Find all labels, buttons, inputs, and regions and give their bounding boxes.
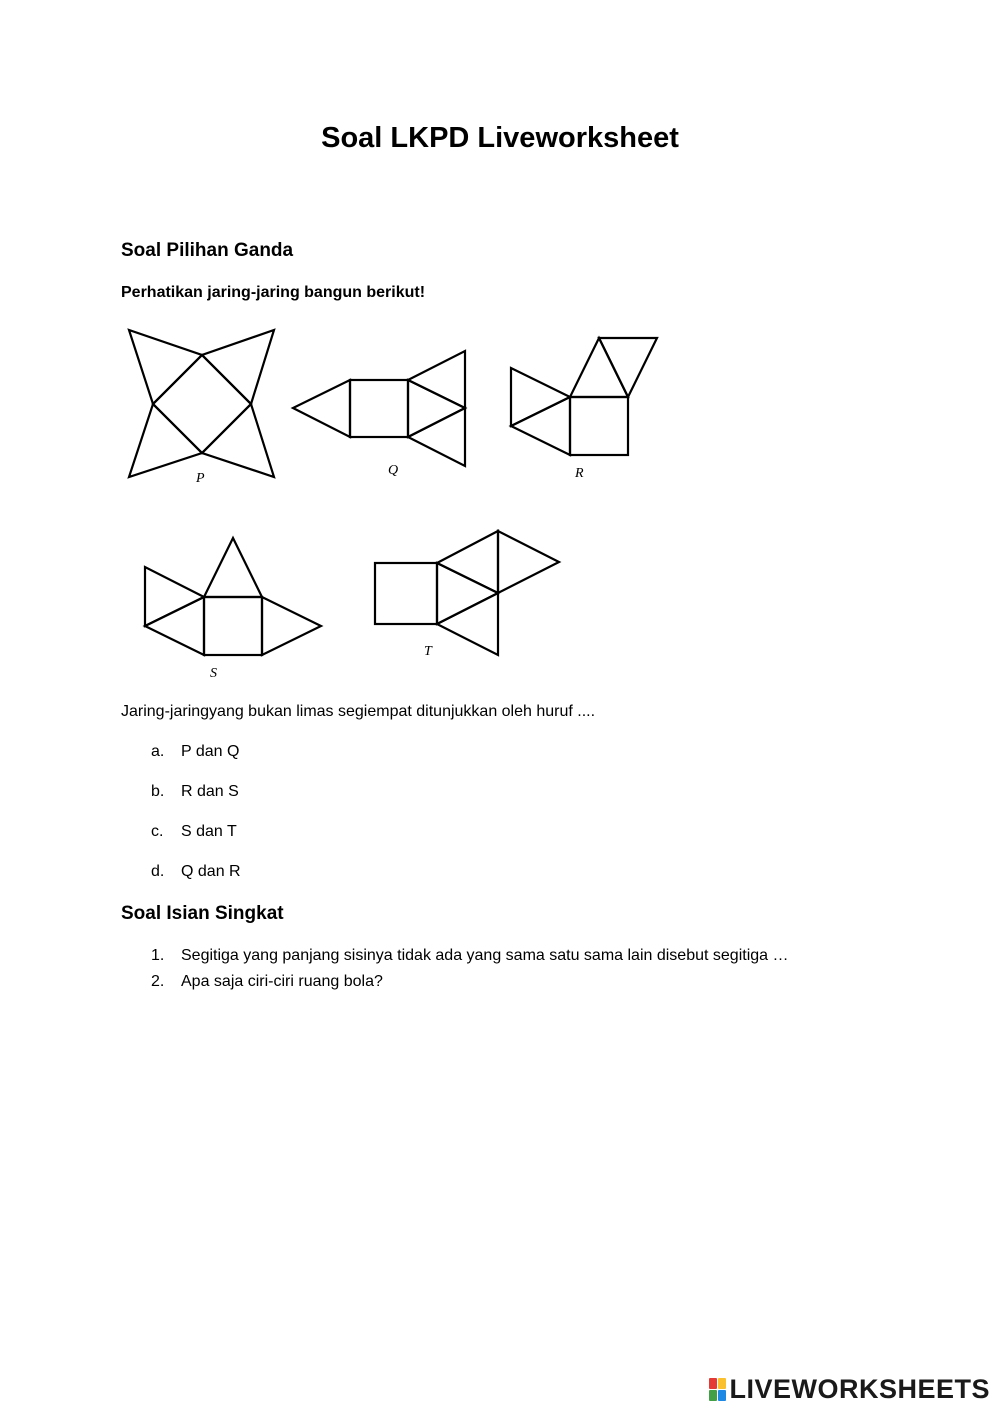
option-c-text: S dan T	[181, 823, 237, 840]
section-heading-multiple-choice: Soal Pilihan Ganda	[121, 240, 294, 261]
net-label-r: R	[575, 466, 584, 481]
net-p-square	[153, 355, 251, 453]
net-q-square	[350, 380, 408, 437]
option-a	[151, 743, 239, 761]
question-text: Jaring-jaringyang bukan limas segiempat ditunjukkan oleh huruf ....	[121, 703, 596, 720]
net-t-triangle-mid	[437, 563, 498, 624]
net-t-triangle-right	[498, 531, 559, 593]
net-r-triangle-top	[570, 338, 628, 397]
pyramid-nets-figure	[0, 0, 1000, 700]
net-r	[511, 338, 657, 481]
net-p-triangle-1	[202, 330, 274, 404]
liveworksheets-logo-icon	[709, 1378, 726, 1401]
net-label-q: Q	[388, 463, 399, 478]
net-label-s: S	[210, 666, 217, 681]
net-s	[145, 538, 321, 681]
net-label-t: T	[424, 644, 432, 659]
net-t-triangle-top	[437, 531, 498, 593]
net-s-square	[204, 597, 262, 655]
option-a-label: a.	[151, 743, 165, 760]
net-q-triangle-bottom	[408, 408, 465, 466]
section-heading-short-answer: Soal Isian Singkat	[121, 903, 284, 924]
net-p-triangle-3	[129, 404, 202, 477]
net-t-triangle-bottom	[437, 593, 498, 655]
brand-name: LIVEWORKSHEETS	[729, 1374, 990, 1404]
net-s-triangle-right	[262, 597, 321, 655]
net-p	[129, 330, 274, 486]
logo-tile-3	[709, 1390, 717, 1401]
net-t	[375, 531, 559, 659]
option-b-label: b.	[151, 783, 165, 800]
short-question-2-label: 2.	[151, 973, 165, 990]
net-p-triangle-4	[129, 330, 202, 404]
option-d-text: Q dan R	[181, 863, 241, 880]
net-q-triangle-mid	[408, 380, 465, 437]
net-r-square	[570, 397, 628, 455]
net-r-triangle-left	[511, 397, 570, 455]
option-c	[151, 823, 237, 841]
short-question-1-label: 1.	[151, 947, 165, 964]
net-s-triangle-upper-left	[145, 567, 204, 626]
short-question-1	[151, 947, 788, 965]
page-title: Soal LKPD Liveworksheet	[321, 122, 679, 154]
net-q-triangle-top	[408, 351, 465, 408]
liveworksheets-brand[interactable]	[709, 1374, 990, 1405]
net-label-p: P	[196, 471, 205, 486]
net-s-triangle-top	[204, 538, 262, 597]
option-b-text: R dan S	[181, 783, 239, 800]
net-p-triangle-2	[202, 404, 274, 477]
net-q-triangle-left	[293, 380, 350, 437]
short-question-1-text: Segitiga yang panjang sisinya tidak ada yang sama satu sama lain disebut segitiga …	[181, 947, 789, 964]
net-r-triangle-flag	[599, 338, 657, 397]
option-b	[151, 783, 239, 801]
net-q	[293, 351, 465, 478]
short-question-2-text: Apa saja ciri-ciri ruang bola?	[181, 973, 383, 990]
logo-tile-1	[709, 1378, 717, 1389]
logo-tile-4	[718, 1390, 726, 1401]
net-r-triangle-upper-left	[511, 368, 570, 426]
option-d-label: d.	[151, 863, 165, 880]
option-c-label: c.	[151, 823, 164, 840]
logo-tile-2	[718, 1378, 726, 1389]
instruction-text: Perhatikan jaring-jaring bangun berikut!	[121, 284, 426, 301]
net-s-triangle-left	[145, 597, 204, 655]
option-a-text: P dan Q	[181, 743, 240, 760]
net-t-square	[375, 563, 437, 624]
short-question-2	[151, 973, 383, 991]
option-d	[151, 863, 241, 881]
